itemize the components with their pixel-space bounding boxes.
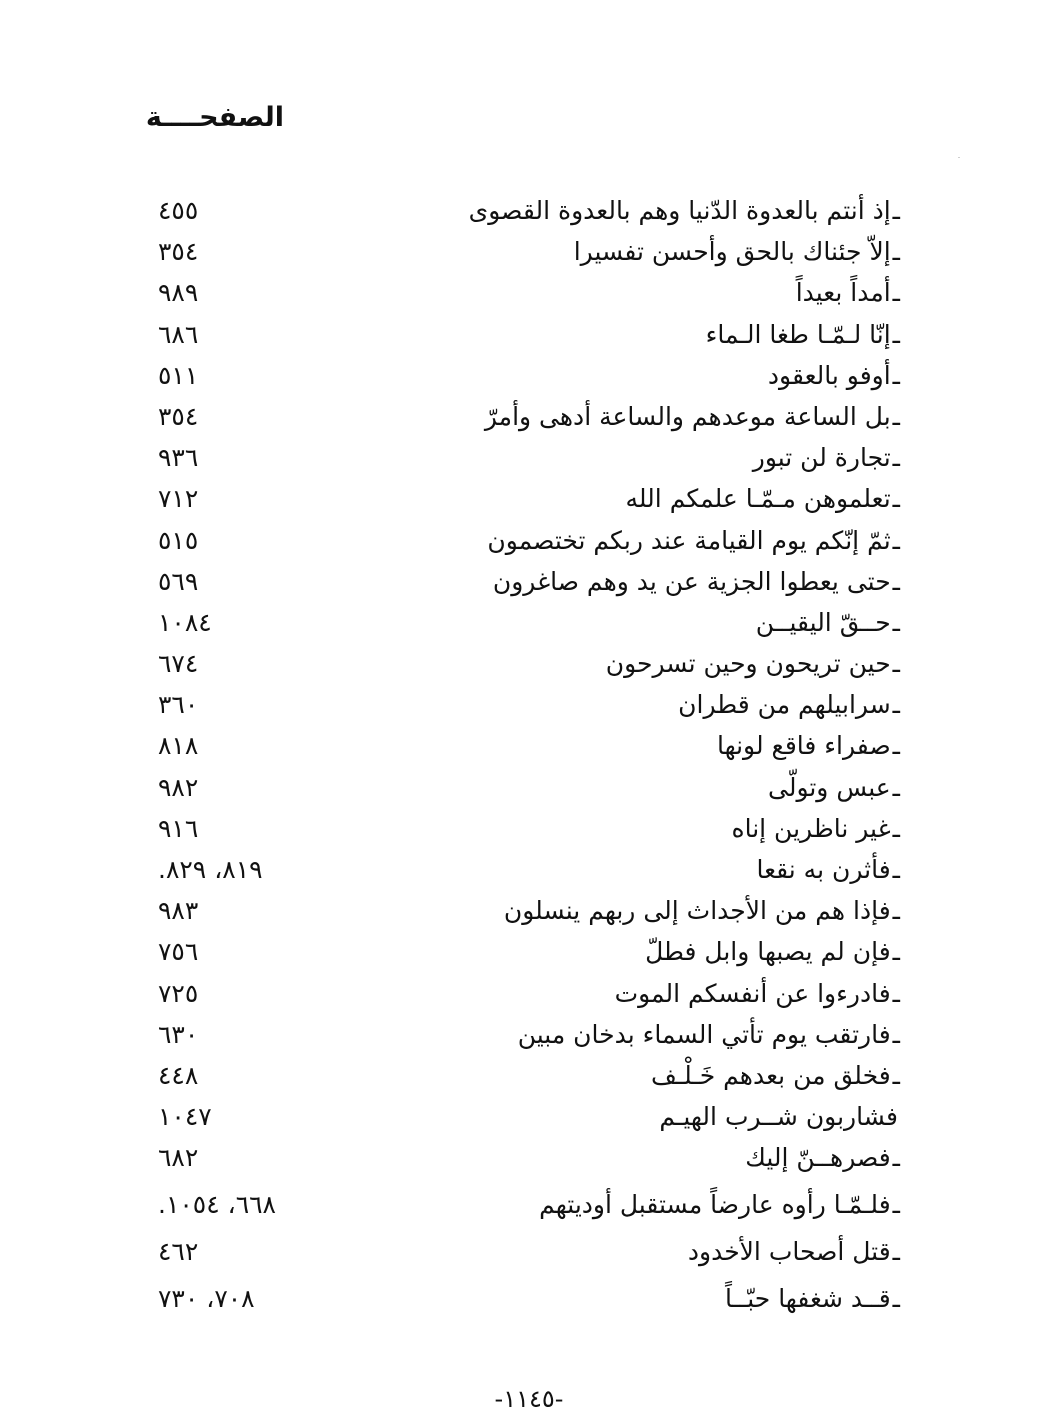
entry-dash: ـ [892,484,900,514]
index-entry [0,478,1058,519]
index-entry [0,1055,1058,1096]
verse-phrase: ثمّ إنّكم يوم القيامة عند ربكم تختصمون [487,525,891,555]
verse-phrase: قــد شغفها حبّــاً [724,1284,891,1314]
page-reference: ٦٨٢ [158,1143,199,1173]
entry-dash: ـ [892,813,900,843]
page-reference: ٤٤٨ [158,1060,199,1090]
entry-dash: ـ [892,937,900,967]
verse-phrase: تجارة لن تبور [752,443,891,473]
index-entry [0,1231,1058,1278]
entry-dash: ـ [892,855,900,884]
verse-phrase: إنّا لـمّـا طغا الـماء [705,319,891,349]
page-reference: ٧٠٨، ٧٣٠ [158,1284,255,1314]
page-reference: ٩٨٢ [158,772,199,802]
verse-text [659,1096,900,1137]
verse-text [504,890,900,931]
entry-dash: ـ [892,319,900,349]
verse-text [768,767,900,808]
verse-text [539,1184,900,1225]
index-entry [0,1137,1058,1184]
verse-text [725,1278,900,1319]
verse-text [796,272,900,313]
verse-phrase: حين تريحون وحين تسرحون [605,649,891,679]
verse-text [678,684,900,725]
entry-dash: ـ [892,1019,900,1049]
entry-dash: ـ [892,1237,900,1267]
verse-phrase: حتى يعطوا الجزية عن يد وهم صاغرون [492,566,891,596]
page-reference: ٥١٥ [158,525,199,555]
index-entry [0,272,1058,313]
verse-text [574,231,900,272]
verse-text [485,396,900,437]
index-entry [0,725,1058,766]
entry-dash: ـ [892,607,900,637]
page-reference: ٦٨٦ [158,319,199,349]
entry-dash: ـ [892,443,900,473]
verse-text [606,643,900,684]
index-entry [0,190,1058,231]
index-entry [0,643,1058,684]
verse-phrase: أوفو بالعقود [767,360,891,390]
page-reference: ٥١١ [158,360,199,390]
verse-text [756,849,900,890]
entry-dash: ـ [892,978,900,1008]
page-reference: ٣٥٤ [158,237,199,267]
verse-text [731,808,900,849]
index-entry [0,437,1058,478]
page-reference: ٩٣٦ [158,443,199,473]
verse-phrase: عبس وتولّى [767,772,891,802]
page-reference: ٥٦٩ [158,566,199,596]
index-entry [0,314,1058,355]
page-reference: ٩١٦ [158,813,199,843]
entry-dash: ـ [892,1284,900,1314]
index-entry [0,561,1058,602]
index-entry [0,767,1058,808]
index-entry [0,231,1058,272]
page-reference: ٦٦٨، ١٠٥٤. [158,1190,276,1220]
verse-phrase: قتل أصحاب الأخدود [687,1237,891,1267]
entry-dash: ـ [892,525,900,555]
page-reference: ١٠٨٤ [158,607,212,637]
verse-phrase: فشاربون شــرب الهيـم [659,1102,898,1132]
entry-dash: ـ [892,772,900,802]
verse-text [518,1014,900,1055]
page-reference: ٦٣٠ [158,1019,199,1049]
index-entry [0,684,1058,725]
index-entry [0,890,1058,931]
index-entry [0,602,1058,643]
page-reference: ٨١٩، ٨٢٩. [158,855,263,884]
entry-dash: ـ [892,649,900,679]
verse-text [745,1137,900,1178]
verse-phrase: فادرءوا عن أنفسكم الموت [614,978,891,1008]
page-reference: ٩٨٩ [158,278,199,308]
scan-speck [958,157,960,158]
entry-dash: ـ [892,731,900,761]
verse-phrase: فأثرن به نقعا [756,855,891,884]
verse-phrase: فإذا هم من الأجداث إلى ربهم ينسلون [503,896,891,926]
entry-dash: ـ [892,1190,900,1220]
page-reference: ٧٢٥ [158,978,199,1008]
verse-text [469,190,900,231]
verse-text [487,520,900,561]
index-entry [0,355,1058,396]
entry-dash: ـ [892,566,900,596]
verse-phrase: حــقّ اليقيــن [755,607,891,637]
verse-text [615,973,900,1014]
verse-phrase: سرابيلهم من قطران [678,690,891,720]
entry-dash: ـ [892,278,900,308]
verse-phrase: إلاّ جئناك بالحق وأحسن تفسيرا [573,237,891,267]
verse-phrase: فصرهــنّ إليك [745,1143,891,1173]
verse-phrase: تعلموهن مـمّـا علمكم الله [625,484,891,514]
page-reference: ٤٥٥ [158,196,199,225]
entry-dash: ـ [892,237,900,267]
verse-phrase: فارتقب يوم تأتي السماء بدخان مبين [517,1019,891,1049]
verse-text [645,931,900,972]
page-reference: ٣٥٤ [158,401,199,431]
index-entry [0,849,1058,890]
verse-phrase: فلـمّـا رأوه عارضاً مستقبل أوديتهم [539,1190,891,1220]
entry-dash: ـ [892,401,900,431]
verse-phrase: فإن لم يصبها وابل فطلّ [645,937,891,967]
page-reference: ٨١٨ [158,731,199,761]
verse-text [626,478,901,519]
page-reference: ٧١٢ [158,484,199,514]
verse-text [493,561,900,602]
verse-text [706,314,900,355]
page-number: -١١٤٥- [494,1385,564,1413]
entry-dash: ـ [892,1060,900,1090]
entry-dash: ـ [892,1143,900,1173]
page-reference: ٧٥٦ [158,937,199,967]
verse-phrase: إذ أنتم بالعدوة الدّنيا وهم بالعدوة القصوى [468,196,891,225]
verse-index-list [0,190,1058,1320]
entry-dash: ـ [892,690,900,720]
verse-phrase: أمداً بعيداً [795,278,891,308]
index-entry [0,520,1058,561]
index-entry [0,808,1058,849]
verse-phrase: صفراء فاقع لونها [716,731,891,761]
index-entry [0,1278,1058,1319]
page-reference: ١٠٤٧ [158,1102,212,1132]
index-entry [0,1184,1058,1231]
page-reference: ٤٦٢ [158,1237,199,1267]
verse-text [717,725,900,766]
entry-dash: ـ [892,360,900,390]
page-reference: ٩٨٣ [158,896,199,926]
verse-text [651,1055,900,1096]
entry-dash: ـ [892,196,900,225]
verse-text [688,1231,900,1272]
page-reference: ٦٧٤ [158,649,199,679]
column-heading-page: الصفحــــة [145,102,284,133]
verse-phrase: بل الساعة موعدهم والساعة أدهى وأمرّ [484,401,891,431]
verse-text [768,355,900,396]
index-entry [0,1014,1058,1055]
verse-text [756,602,900,643]
page-reference: ٣٦٠ [158,690,199,720]
index-entry [0,1096,1058,1137]
index-entry [0,931,1058,972]
verse-phrase: فخلق من بعدهم خَـلْـف [650,1060,891,1090]
index-entry [0,396,1058,437]
index-entry [0,973,1058,1014]
verse-phrase: غير ناظرين إناه [731,813,891,843]
verse-text [753,437,900,478]
entry-dash: ـ [892,896,900,926]
